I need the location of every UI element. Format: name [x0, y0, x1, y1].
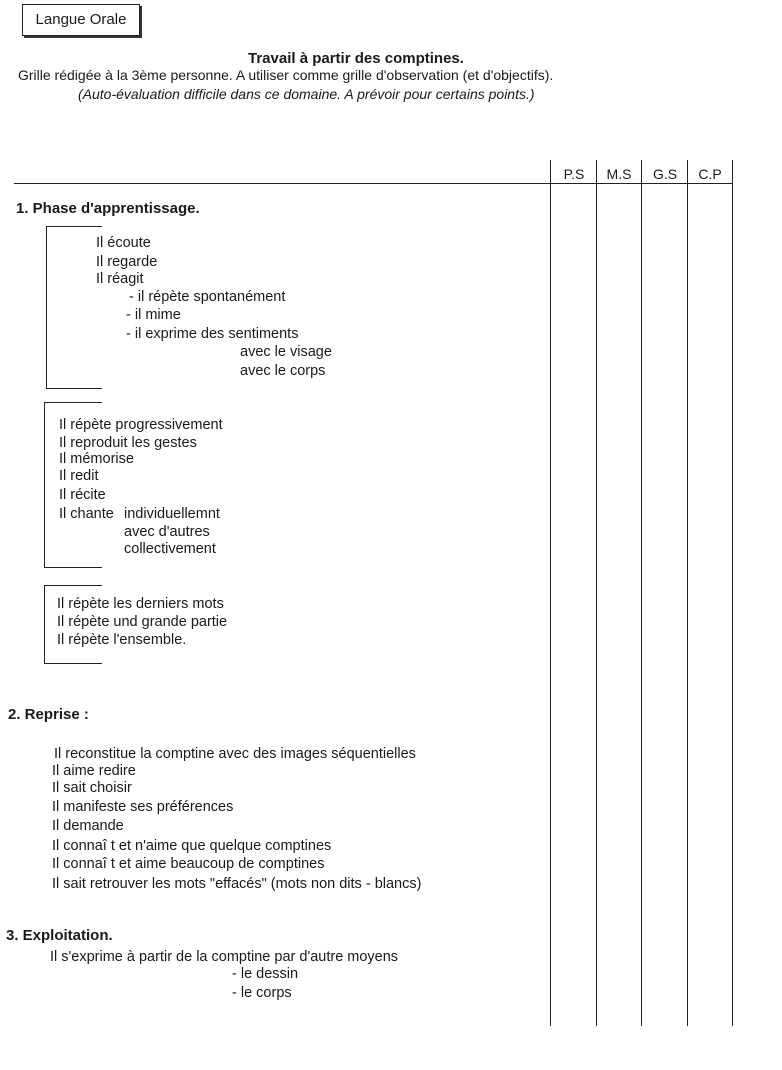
list-item: - il répète spontanément	[129, 289, 286, 305]
document-title: Travail à partir des comptines.	[248, 50, 464, 67]
list-item: avec le corps	[240, 363, 326, 379]
column-divider	[687, 160, 688, 1026]
document-subtitle: Grille rédigée à la 3ème personne. A utiliser comme grille d'observation (et d'objectifs).	[18, 67, 554, 83]
list-item: Il connaî t et n'aime que quelque comptines	[52, 838, 332, 854]
list-item: Il aime redire	[52, 763, 136, 779]
list-item: Il répète l'ensemble.	[57, 632, 187, 648]
list-item: - il mime	[126, 307, 181, 323]
group-bracket	[44, 585, 45, 663]
group-bracket	[44, 567, 102, 568]
group-bracket	[46, 226, 47, 388]
list-item: Il sait choisir	[52, 780, 132, 796]
list-item: Il demande	[52, 818, 124, 834]
list-item: avec d'autres	[124, 524, 210, 540]
list-item: Il sait retrouver les mots "effacés" (mots non dits - blancs)	[52, 876, 422, 892]
list-item: - le corps	[232, 985, 292, 1001]
list-item: avec le visage	[240, 344, 332, 360]
column-ps: P.S	[563, 166, 585, 182]
section-2-title: 2. Reprise :	[8, 706, 89, 723]
group-bracket	[46, 226, 102, 227]
list-item: Il manifeste ses préférences	[52, 799, 234, 815]
column-ms: M.S	[606, 166, 632, 182]
list-item: Il connaî t et aime beaucoup de comptines	[52, 856, 325, 872]
list-item: Il répète progressivement	[59, 417, 223, 433]
list-item: Il mémorise	[59, 451, 134, 467]
list-item: Il réagit	[96, 271, 144, 287]
list-item: Il chante	[59, 506, 114, 522]
list-item: Il répète und grande partie	[57, 614, 228, 630]
section-3-title: 3. Exploitation.	[6, 927, 113, 944]
document-tag: Langue Orale	[22, 4, 140, 36]
group-bracket	[44, 663, 102, 664]
list-item: - il exprime des sentiments	[126, 326, 299, 342]
group-bracket	[44, 402, 45, 567]
list-item: Il récite	[59, 487, 106, 503]
column-divider	[732, 160, 733, 1026]
list-item: individuellemnt	[124, 506, 220, 522]
list-item: Il regarde	[96, 254, 158, 270]
column-cp: C.P	[698, 166, 722, 182]
list-item: Il reproduit les gestes	[59, 435, 197, 451]
column-divider	[641, 160, 642, 1026]
column-gs: G.S	[652, 166, 678, 182]
column-divider	[596, 160, 597, 1026]
list-item: Il écoute	[96, 235, 151, 251]
list-item: collectivement	[124, 541, 216, 557]
group-bracket	[44, 402, 102, 403]
list-item: Il s'exprime à partir de la comptine par d'autre moyens	[50, 949, 399, 965]
group-bracket	[44, 585, 102, 586]
document-note: (Auto-évaluation difficile dans ce domaine. A prévoir pour certains points.)	[78, 86, 535, 102]
list-item: Il répète les derniers mots	[57, 596, 224, 612]
section-1-title: 1. Phase d'apprentissage.	[16, 200, 200, 217]
group-bracket	[46, 388, 102, 389]
column-divider	[550, 160, 551, 1026]
list-item: - le dessin	[232, 966, 299, 982]
list-item: Il redit	[59, 468, 99, 484]
list-item: Il reconstitue la comptine avec des images séquentielles	[54, 746, 416, 762]
header-rule	[14, 183, 732, 184]
